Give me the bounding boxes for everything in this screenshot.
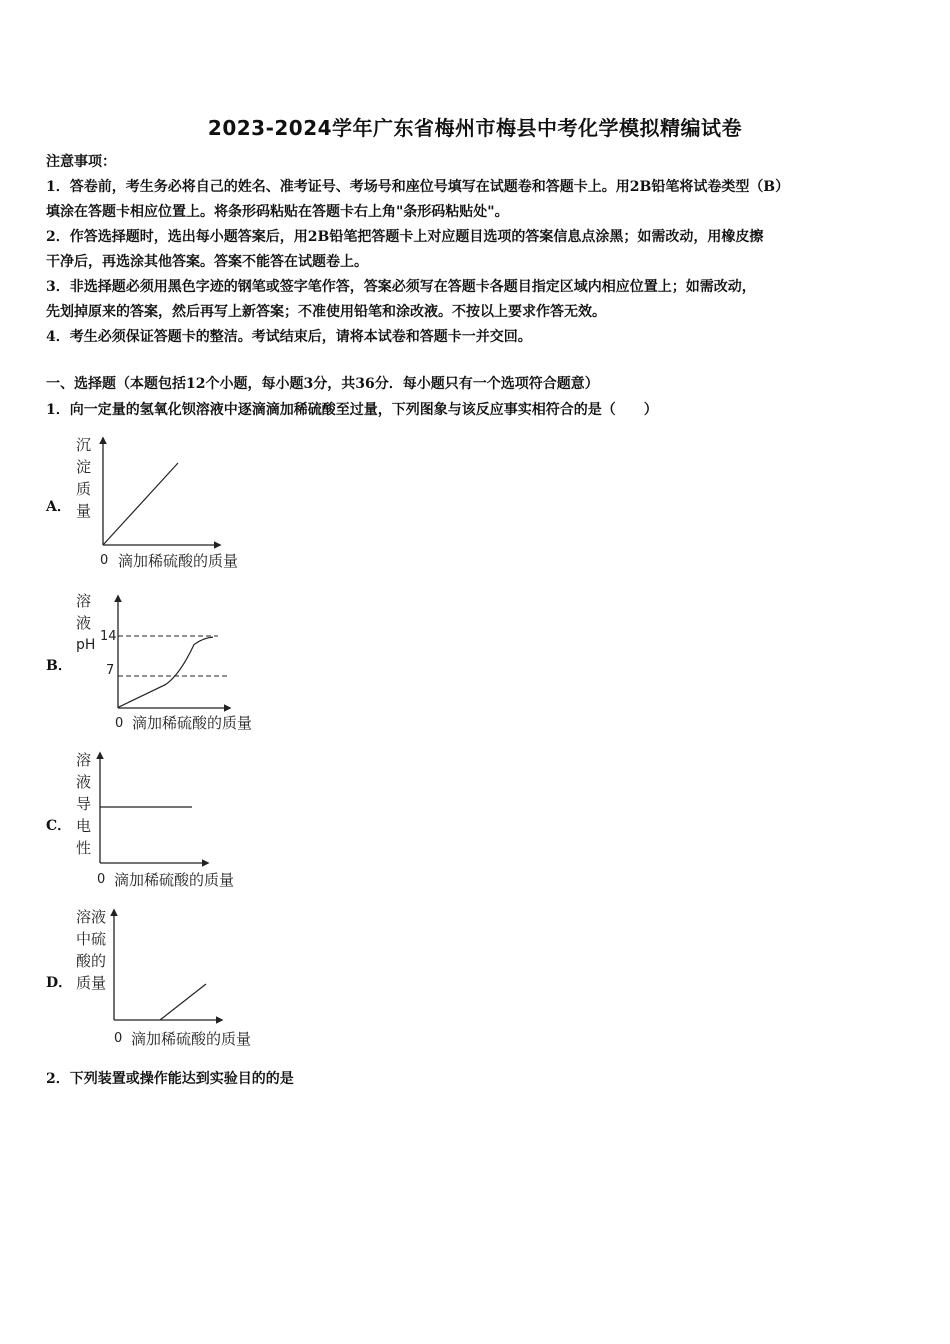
chart-a-ylabel-char: 沉 xyxy=(76,436,92,454)
chart-d-origin: 0 xyxy=(114,1031,123,1046)
notice-heading: 注意事项： xyxy=(46,154,116,170)
chart-c-xlabel: 滴加稀硫酸的质量 xyxy=(114,871,235,889)
chart-d-series-line xyxy=(160,984,206,1020)
chart-a-ylabel-char: 淀 xyxy=(76,458,92,476)
notice-line: 先划掉原来的答案，然后再写上新答案；不准使用铅笔和涂改液。不按以上要求作答无效。 xyxy=(46,304,606,320)
notice-line: 填涂在答题卡相应位置上。将条形码粘贴在答题卡右上角"条形码粘贴处"。 xyxy=(46,204,509,220)
chart-c-ylabel-char: 溶 xyxy=(76,751,92,769)
chart-d-xlabel: 滴加稀硫酸的质量 xyxy=(131,1030,252,1048)
option-a-label: A． xyxy=(46,499,71,515)
option-b-label: B． xyxy=(46,658,72,674)
section-heading: 一、选择题（本题包括12个小题，每小题3分，共36分．每小题只有一个选项符合题意） xyxy=(46,376,599,392)
chart-d-ylabel-line: 质量 xyxy=(76,974,107,992)
chart-d-ylabel-line: 溶液 xyxy=(76,908,107,926)
notice-line: 3．非选择题必须用黑色字迹的钢笔或签字笔作答，答案必须写在答题卡各题目指定区域内相应位置上；如需改动， xyxy=(46,279,756,295)
chart-c-ylabel-char: 性 xyxy=(76,839,92,857)
chart-a-xlabel: 滴加稀硫酸的质量 xyxy=(118,552,239,570)
chart-d xyxy=(60,902,290,1052)
notice-block xyxy=(46,150,916,350)
chart-c-origin: 0 xyxy=(97,872,106,887)
chart-b-ylabel-char: 液 xyxy=(76,614,92,632)
chart-c-ylabel-char: 导 xyxy=(76,795,92,813)
chart-a-ylabel-char: 量 xyxy=(76,502,92,520)
chart-c-ylabel-char: 电 xyxy=(76,817,92,835)
chart-b-ylabel-char: 溶 xyxy=(76,592,92,610)
chart-b-xlabel: 滴加稀硫酸的质量 xyxy=(132,714,253,732)
notice-line: 干净后，再选涂其他答案。答案不能答在试题卷上。 xyxy=(46,254,368,270)
chart-b-tick-7: 7 xyxy=(106,663,115,678)
chart-a-origin: 0 xyxy=(100,553,109,568)
chart-a xyxy=(60,430,280,575)
question-1-stem: 1．向一定量的氢氧化钡溶液中逐滴滴加稀硫酸至过量，下列图象与该反应事实相符合的是（ ） xyxy=(46,402,658,418)
option-d-label: D． xyxy=(46,975,73,991)
notice-line: 4．考生必须保证答题卡的整洁。考试结束后，请将本试卷和答题卡一并交回。 xyxy=(46,329,532,345)
chart-a-ylabel-char: 质 xyxy=(76,480,92,498)
page-title: 2023-2024学年广东省梅州市梅县中考化学模拟精编试卷 xyxy=(207,116,743,140)
chart-d-ylabel-line: 中硫 xyxy=(76,930,107,948)
chart-b-tick-14: 14 xyxy=(100,629,117,644)
chart-b-series-line xyxy=(118,637,213,707)
chart-b xyxy=(60,588,290,736)
notice-line: 1．答卷前，考生务必将自己的姓名、准考证号、考场号和座位号填写在试题卷和答题卡上。用2B铅笔将试卷类型（B） xyxy=(46,179,790,195)
chart-a-series-line xyxy=(103,463,178,545)
chart-c xyxy=(60,745,280,895)
chart-b-ylabel-char: pH xyxy=(76,637,96,653)
chart-d-ylabel-line: 酸的 xyxy=(76,952,107,970)
question-2-stem: 2．下列装置或操作能达到实验目的的是 xyxy=(46,1071,294,1087)
chart-c-ylabel-char: 液 xyxy=(76,773,92,791)
notice-line: 2．作答选择题时，选出每小题答案后，用2B铅笔把答题卡上对应题目选项的答案信息点涂黑；如需改动，用橡皮擦 xyxy=(46,229,764,245)
option-c-label: C． xyxy=(46,818,72,834)
chart-b-origin: 0 xyxy=(115,716,124,731)
